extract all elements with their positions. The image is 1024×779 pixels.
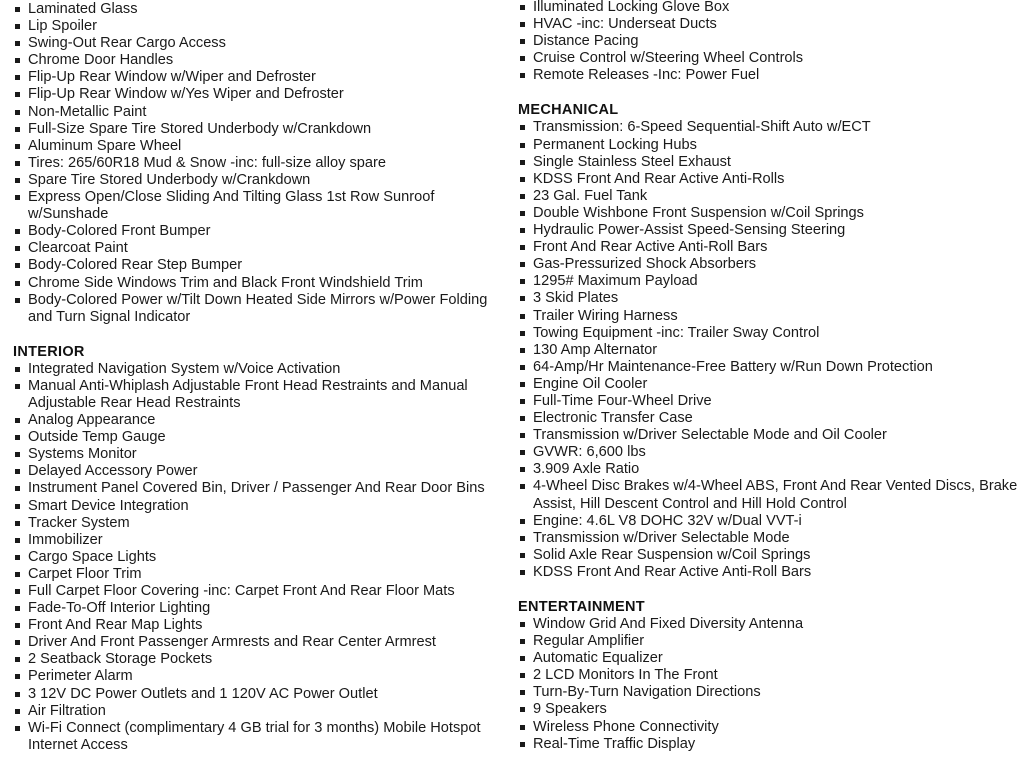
right-column [518, 0, 1018, 753]
feature-text: Perimeter Alarm [28, 668, 133, 685]
feature-list-item [13, 566, 513, 583]
feature-list-item [518, 461, 1018, 478]
feature-list-item [518, 154, 1018, 171]
feature-list-item [518, 410, 1018, 427]
feature-text: 3 12V DC Power Outlets and 1 120V AC Power Outlet [28, 685, 378, 702]
bullet-icon [15, 7, 20, 12]
bullet-icon [520, 22, 525, 27]
exterior-feature-list [13, 1, 513, 326]
feature-text: 23 Gal. Fuel Tank [533, 187, 648, 204]
feature-list-item [13, 223, 513, 240]
feature-text: Transmission w/Driver Selectable Mode and Oil Cooler [533, 427, 887, 444]
bullet-icon [15, 469, 20, 474]
feature-text: Regular Amplifier [533, 633, 645, 650]
bullet-icon [520, 382, 525, 387]
feature-text: Immobilizer [28, 531, 103, 548]
bullet-icon [15, 92, 20, 97]
feature-list-item [13, 720, 513, 754]
bullet-icon [520, 314, 525, 319]
feature-list-item [518, 222, 1018, 239]
bullet-icon [520, 433, 525, 438]
feature-list-item [518, 736, 1018, 753]
feature-text: Manual Anti-Whiplash Adjustable Front Head Restraints and Manual Adjustable Rear Head Restraints [28, 377, 468, 411]
feature-list-item [13, 378, 513, 412]
feature-text: GVWR: 6,600 lbs [533, 444, 646, 461]
feature-text: 9 Speakers [533, 701, 607, 718]
bullet-icon [15, 195, 20, 200]
bullet-icon [520, 399, 525, 404]
feature-list-item [518, 50, 1018, 67]
bullet-icon [15, 555, 20, 560]
feature-list-item [518, 530, 1018, 547]
feature-text: Single Stainless Steel Exhaust [533, 153, 731, 170]
feature-text: 2 Seatback Storage Pockets [28, 651, 213, 668]
feature-text: Hydraulic Power-Assist Speed-Sensing Steering [533, 222, 846, 239]
entertainment-feature-list [518, 616, 1018, 753]
feature-text: Electronic Transfer Case [533, 410, 693, 427]
interior-section-title: INTERIOR [13, 343, 85, 360]
feature-list-item [13, 138, 513, 155]
feature-text: 3 Skid Plates [533, 290, 619, 307]
bullet-icon [15, 110, 20, 115]
feature-list-item [518, 719, 1018, 736]
bullet-icon [520, 194, 525, 199]
feature-text: 130 Amp Alternator [533, 341, 658, 358]
bullet-icon [520, 742, 525, 747]
bullet-icon [15, 538, 20, 543]
feature-list-item [518, 119, 1018, 136]
feature-list-item [13, 240, 513, 257]
feature-text: Wi-Fi Connect (complimentary 4 GB trial for 3 months) Mobile Hotspot Internet Access [28, 719, 481, 753]
left-column [13, 0, 513, 754]
feature-text: Wireless Phone Connectivity [533, 718, 719, 735]
feature-text: Cargo Space Lights [28, 548, 157, 565]
feature-list-item [518, 616, 1018, 633]
feature-list-item [13, 69, 513, 86]
bullet-icon [520, 331, 525, 336]
feature-list-item [13, 515, 513, 532]
feature-list-item [518, 0, 1018, 16]
feature-list-item [13, 292, 513, 326]
feature-text: Spare Tire Stored Underbody w/Crankdown [28, 171, 311, 188]
feature-list-item [13, 18, 513, 35]
feature-list-item [13, 600, 513, 617]
feature-list-item [13, 703, 513, 720]
feature-list-item [13, 463, 513, 480]
feature-list-item [518, 359, 1018, 376]
feature-text: Laminated Glass [28, 1, 138, 17]
feature-list-item [518, 564, 1018, 581]
bullet-icon [15, 504, 20, 509]
interior-continued-feature-list [518, 0, 1018, 84]
bullet-icon [15, 435, 20, 440]
feature-text: Window Grid And Fixed Diversity Antenna [533, 616, 804, 632]
feature-text: Transmission: 6-Speed Sequential-Shift Auto w/ECT [533, 119, 871, 136]
feature-list-item [13, 651, 513, 668]
bullet-icon [15, 24, 20, 29]
mechanical-section-title: MECHANICAL [518, 102, 619, 119]
feature-list-item [13, 155, 513, 172]
bullet-icon [15, 418, 20, 423]
bullet-icon [520, 5, 525, 10]
feature-list-item [13, 583, 513, 600]
bullet-icon [15, 229, 20, 234]
feature-text: KDSS Front And Rear Active Anti-Rolls [533, 170, 785, 187]
bullet-icon [520, 707, 525, 712]
feature-text: 2 LCD Monitors In The Front [533, 667, 718, 684]
bullet-icon [15, 161, 20, 166]
feature-text: Flip-Up Rear Window w/Wiper and Defroster [28, 69, 316, 86]
feature-list-item [518, 137, 1018, 154]
bullet-icon [520, 519, 525, 524]
feature-list-item [518, 376, 1018, 393]
feature-list-item [518, 547, 1018, 564]
feature-text: Body-Colored Power w/Tilt Down Heated Side Mirrors w/Power Folding and Turn Signal Indicator [28, 291, 488, 325]
feature-list-item [518, 684, 1018, 701]
feature-list-item [518, 239, 1018, 256]
bullet-icon [15, 178, 20, 183]
feature-list-item [518, 188, 1018, 205]
bullet-icon [15, 144, 20, 149]
feature-text: Instrument Panel Covered Bin, Driver / Passenger And Rear Door Bins [28, 480, 485, 497]
bullet-icon [520, 690, 525, 695]
feature-text: Full-Size Spare Tire Stored Underbody w/Crankdown [28, 120, 372, 137]
feature-list-item [518, 256, 1018, 273]
feature-text: Body-Colored Rear Step Bumper [28, 257, 243, 274]
feature-list-item [518, 667, 1018, 684]
bullet-icon [15, 384, 20, 389]
feature-list-item [518, 633, 1018, 650]
bullet-icon [15, 709, 20, 714]
feature-list-item [13, 549, 513, 566]
bullet-icon [15, 127, 20, 132]
bullet-icon [520, 262, 525, 267]
bullet-icon [15, 674, 20, 679]
bullet-icon [520, 279, 525, 284]
feature-text: Engine: 4.6L V8 DOHC 32V w/Dual VVT-i [533, 512, 802, 529]
feature-list-item [13, 634, 513, 651]
bullet-icon [520, 553, 525, 558]
feature-text: Cruise Control w/Steering Wheel Controls [533, 50, 804, 67]
feature-list-item [518, 205, 1018, 222]
bullet-icon [15, 486, 20, 491]
feature-text: Front And Rear Active Anti-Roll Bars [533, 239, 768, 256]
feature-list-item [518, 290, 1018, 307]
feature-text: Express Open/Close Sliding And Tilting Glass 1st Row Sunroof w/Sunshade [28, 189, 435, 223]
feature-text: Permanent Locking Hubs [533, 136, 697, 153]
feature-text: Driver And Front Passenger Armrests and Rear Center Armrest [28, 634, 436, 651]
feature-text: Full-Time Four-Wheel Drive [533, 392, 712, 409]
bullet-icon [15, 657, 20, 662]
bullet-icon [520, 228, 525, 233]
feature-text: Tires: 265/60R18 Mud & Snow -inc: full-size alloy spare [28, 154, 386, 171]
feature-text: Remote Releases -Inc: Power Fuel [533, 67, 760, 84]
bullet-icon [15, 367, 20, 372]
bullet-icon [520, 450, 525, 455]
mechanical-feature-list [518, 119, 1018, 581]
feature-list-item [13, 257, 513, 274]
bullet-icon [15, 589, 20, 594]
feature-list-item [13, 275, 513, 292]
feature-text: 1295# Maximum Payload [533, 273, 698, 290]
feature-text: Aluminum Spare Wheel [28, 137, 182, 154]
feature-text: Towing Equipment -inc: Trailer Sway Control [533, 324, 820, 341]
bullet-icon [520, 211, 525, 216]
bullet-icon [520, 143, 525, 148]
feature-text: Lip Spoiler [28, 18, 97, 35]
feature-list-item [518, 513, 1018, 530]
feature-text: Air Filtration [28, 702, 106, 719]
feature-list-item [518, 33, 1018, 50]
feature-list-item [13, 86, 513, 103]
feature-list-item [518, 67, 1018, 84]
bullet-icon [15, 726, 20, 731]
bullet-icon [520, 639, 525, 644]
feature-text: Front And Rear Map Lights [28, 617, 203, 634]
feature-list-item [13, 412, 513, 429]
feature-text: 64-Amp/Hr Maintenance-Free Battery w/Run Down Protection [533, 358, 933, 375]
bullet-icon [520, 73, 525, 78]
feature-list-item [13, 480, 513, 497]
feature-text: Chrome Door Handles [28, 52, 174, 69]
feature-list-item [518, 273, 1018, 290]
bullet-icon [15, 58, 20, 63]
bullet-icon [520, 365, 525, 370]
feature-list-item [13, 172, 513, 189]
feature-list-item [518, 171, 1018, 188]
bullet-icon [520, 467, 525, 472]
feature-text: Trailer Wiring Harness [533, 307, 678, 324]
bullet-icon [15, 246, 20, 251]
feature-text: Turn-By-Turn Navigation Directions [533, 684, 761, 701]
entertainment-section-title: ENTERTAINMENT [518, 599, 645, 615]
bullet-icon [15, 452, 20, 457]
feature-text: Swing-Out Rear Cargo Access [28, 35, 226, 52]
feature-text: Smart Device Integration [28, 497, 189, 514]
feature-text: Body-Colored Front Bumper [28, 223, 211, 240]
feature-list-item [518, 393, 1018, 410]
bullet-icon [15, 41, 20, 46]
feature-list-item [13, 52, 513, 69]
feature-text: Clearcoat Paint [28, 240, 128, 257]
feature-text: Transmission w/Driver Selectable Mode [533, 529, 790, 546]
feature-list-item [13, 498, 513, 515]
bullet-icon [520, 245, 525, 250]
bullet-icon [520, 296, 525, 301]
feature-text: Carpet Floor Trim [28, 565, 142, 582]
feature-list-item [13, 104, 513, 121]
feature-list-item [518, 16, 1018, 33]
bullet-icon [520, 416, 525, 421]
feature-text: KDSS Front And Rear Active Anti-Roll Bars [533, 563, 812, 580]
feature-text: Double Wishbone Front Suspension w/Coil Springs [533, 204, 864, 221]
feature-list-item [518, 650, 1018, 667]
bullet-icon [15, 692, 20, 697]
feature-list-item [13, 361, 513, 378]
bullet-icon [520, 56, 525, 61]
feature-text: 3.909 Axle Ratio [533, 461, 640, 478]
bullet-icon [15, 521, 20, 526]
feature-list-item [13, 1, 513, 18]
bullet-icon [15, 623, 20, 628]
feature-list-item [518, 342, 1018, 359]
feature-text: Outside Temp Gauge [28, 429, 166, 446]
section-gap [13, 326, 513, 344]
feature-text: Delayed Accessory Power [28, 463, 198, 480]
feature-text: Chrome Side Windows Trim and Black Front Windshield Trim [28, 274, 423, 291]
feature-list-item [13, 189, 513, 223]
feature-list-item [13, 617, 513, 634]
feature-list-item [13, 121, 513, 138]
bullet-icon [520, 622, 525, 627]
feature-list-item [13, 35, 513, 52]
feature-text: HVAC -inc: Underseat Ducts [533, 16, 717, 33]
feature-text: Gas-Pressurized Shock Absorbers [533, 256, 757, 273]
feature-text: Analog Appearance [28, 412, 156, 429]
bullet-icon [15, 263, 20, 268]
bullet-icon [520, 656, 525, 661]
feature-list-item [13, 446, 513, 463]
feature-text: Engine Oil Cooler [533, 375, 648, 392]
feature-list-item [13, 686, 513, 703]
bullet-icon [520, 39, 525, 44]
feature-list-item [518, 325, 1018, 342]
bullet-icon [15, 640, 20, 645]
feature-text: Automatic Equalizer [533, 650, 663, 667]
feature-text: Fade-To-Off Interior Lighting [28, 600, 211, 617]
feature-text: Tracker System [28, 514, 130, 531]
feature-list-item [518, 478, 1018, 512]
feature-text: Full Carpet Floor Covering -inc: Carpet Front And Rear Floor Mats [28, 583, 455, 599]
feature-text: Flip-Up Rear Window w/Yes Wiper and Defroster [28, 86, 344, 103]
feature-list-item [518, 444, 1018, 461]
feature-text: Distance Pacing [533, 33, 639, 50]
bullet-icon [15, 572, 20, 577]
bullet-icon [520, 725, 525, 730]
feature-text: Solid Axle Rear Suspension w/Coil Springs [533, 546, 811, 563]
bullet-icon [520, 348, 525, 353]
feature-text: Integrated Navigation System w/Voice Activation [28, 360, 341, 377]
feature-text: Non-Metallic Paint [28, 103, 147, 120]
feature-list-item [13, 668, 513, 685]
section-gap [518, 84, 1018, 102]
feature-text: Illuminated Locking Glove Box [533, 0, 730, 15]
feature-text: Systems Monitor [28, 446, 137, 463]
bullet-icon [15, 75, 20, 80]
section-gap [518, 581, 1018, 599]
bullet-icon [520, 536, 525, 541]
bullet-icon [520, 484, 525, 489]
feature-list-item [518, 427, 1018, 444]
bullet-icon [520, 125, 525, 130]
feature-list-item [13, 532, 513, 549]
feature-list-item [518, 308, 1018, 325]
feature-text: 4-Wheel Disc Brakes w/4-Wheel ABS, Front And Rear Vented Discs, Brake Assist, Hill Descent Control and Hill Hold Control [533, 478, 1018, 512]
bullet-icon [520, 570, 525, 575]
interior-feature-list [13, 361, 513, 754]
bullet-icon [520, 160, 525, 165]
feature-list-item [13, 429, 513, 446]
bullet-icon [15, 606, 20, 611]
feature-list-item [518, 701, 1018, 718]
bullet-icon [15, 298, 20, 303]
bullet-icon [520, 673, 525, 678]
bullet-icon [15, 281, 20, 286]
bullet-icon [520, 177, 525, 182]
feature-text: Real-Time Traffic Display [533, 735, 696, 752]
